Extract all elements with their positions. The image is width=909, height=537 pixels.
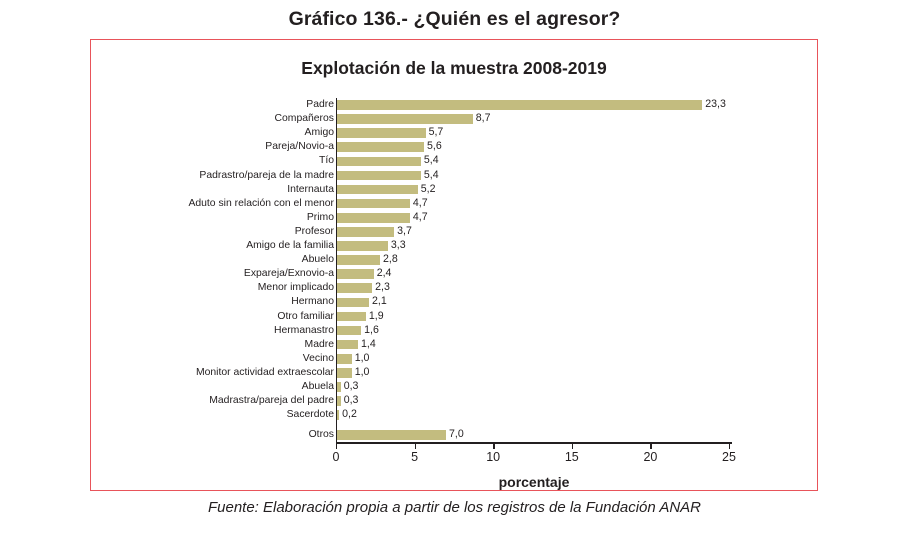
bar-container: [336, 408, 817, 422]
value-label: 7,0: [449, 428, 464, 441]
bar-container: [336, 126, 817, 140]
category-label: Sacerdote: [286, 409, 334, 421]
value-label: 5,6: [427, 140, 442, 153]
x-tick: [729, 444, 730, 449]
bar-row: [91, 281, 817, 295]
bar: [336, 368, 352, 378]
value-label: 8,7: [475, 112, 491, 125]
value-label: 1,0: [354, 365, 370, 378]
category-label: Otro familiar: [277, 310, 334, 322]
category-label: Madrastra/pareja del padre: [209, 395, 334, 407]
bar-container: [336, 352, 817, 366]
value-label: 0,3: [343, 380, 359, 392]
bar: [336, 100, 702, 110]
bar-row: [91, 239, 817, 253]
bar-container: [336, 169, 817, 183]
category-label: Otros: [308, 429, 334, 441]
bar-container: [336, 225, 817, 239]
bar-row: [91, 154, 817, 168]
bar-row: [91, 408, 817, 422]
x-tick-label: 0: [332, 450, 340, 465]
bar-container: [336, 324, 817, 338]
bar: [336, 255, 380, 265]
bar: [336, 241, 388, 251]
bar-container: [336, 98, 817, 112]
value-label: 2,4: [376, 267, 392, 280]
x-tick: [493, 444, 494, 449]
bar: [336, 185, 418, 195]
bar-container: [336, 338, 817, 352]
bar-container: [336, 310, 817, 324]
value-label: 2,3: [375, 281, 390, 294]
x-tick-label: 20: [643, 450, 658, 465]
x-axis-line: [336, 442, 732, 443]
bar-row: [91, 310, 817, 324]
value-label: 0,3: [343, 394, 359, 407]
bar-container: [336, 366, 817, 380]
category-label: Padrastro/pareja de la madre: [199, 169, 334, 181]
bar-row: [91, 253, 817, 267]
page-title: Gráfico 136.- ¿Quién es el agresor?: [288, 8, 621, 30]
bar-row: [91, 183, 817, 197]
bar-container: [336, 281, 817, 295]
value-label: 5,4: [423, 154, 439, 167]
category-label: Internauta: [287, 183, 334, 195]
bar-container: [336, 197, 817, 211]
category-label: Profesor: [294, 225, 334, 237]
value-label: 23,3: [705, 98, 726, 110]
x-tick-label: 5: [411, 450, 419, 465]
plot-area: [91, 98, 817, 491]
bar-container: [336, 428, 817, 442]
bar-row: [91, 394, 817, 408]
bar-row: [91, 428, 817, 442]
bar-row: [91, 197, 817, 211]
bar: [336, 340, 358, 350]
value-label: 0,2: [342, 408, 357, 421]
bar: [336, 227, 394, 237]
category-label: Padre: [306, 99, 334, 110]
bar: [336, 298, 369, 308]
bar: [336, 430, 446, 440]
value-label: 4,7: [412, 196, 428, 209]
x-tick: [336, 444, 337, 449]
bar: [336, 142, 424, 152]
bar-row: [91, 126, 817, 140]
category-label: Expareja/Exnovio-a: [243, 268, 334, 280]
category-label: Vecino: [302, 352, 334, 364]
bar-row: [91, 169, 817, 183]
x-tick-label: 25: [722, 450, 736, 465]
bar-container: [336, 295, 817, 309]
bar-container: [336, 112, 817, 126]
bar: [336, 326, 361, 336]
chart-frame: [90, 39, 818, 491]
category-label: Tío: [318, 155, 334, 167]
bar-container: [336, 380, 817, 394]
bar-container: [336, 140, 817, 154]
value-label: 1,6: [364, 323, 379, 336]
x-tick: [572, 444, 573, 449]
bar-container: [336, 211, 817, 225]
bar-row: [91, 338, 817, 352]
category-label: Amigo de la familia: [246, 240, 334, 251]
category-label: Madre: [304, 338, 334, 350]
x-tick-label: 10: [486, 450, 501, 465]
bar-container: [336, 253, 817, 267]
bar: [336, 269, 374, 279]
bar: [336, 213, 410, 223]
bar-row: [91, 352, 817, 366]
bar: [336, 157, 421, 167]
bar-row: [91, 366, 817, 380]
value-label: 1,9: [368, 309, 384, 322]
bar-row: [91, 225, 817, 239]
category-label: Abuela: [301, 381, 334, 392]
bar-container: [336, 154, 817, 168]
category-label: Pareja/Novio-a: [265, 141, 334, 153]
value-label: 4,7: [412, 210, 428, 223]
category-label: Monitor actividad extraescolar: [195, 366, 334, 378]
bar: [336, 128, 426, 138]
bar-row: [91, 295, 817, 309]
bar-container: [336, 267, 817, 281]
category-label: Primo: [306, 211, 334, 223]
bar-row: [91, 267, 817, 281]
bar-row: [91, 140, 817, 154]
value-label: 1,0: [354, 351, 370, 364]
x-tick: [650, 444, 651, 449]
bar-row: [91, 112, 817, 126]
value-label: 2,8: [383, 253, 398, 266]
bar: [336, 354, 352, 364]
bar-container: [336, 394, 817, 408]
bar: [336, 171, 421, 181]
bar-container: [336, 239, 817, 253]
source-note: Fuente: Elaboración propia a partir de los registros de la Fundación ANAR: [207, 499, 702, 516]
x-tick-label: 15: [564, 450, 579, 465]
category-label: Hermanastro: [273, 324, 334, 336]
bar-row: [91, 211, 817, 225]
bar-row: [91, 324, 817, 338]
category-label: Aduto sin relación con el menor: [188, 197, 334, 209]
value-label: 5,2: [420, 182, 436, 195]
category-label: Compañeros: [274, 113, 334, 125]
value-label: 1,4: [361, 337, 376, 350]
y-axis-line: [336, 98, 337, 442]
bar-row: [91, 98, 817, 112]
value-label: 3,7: [397, 224, 412, 237]
value-label: 5,4: [423, 168, 439, 181]
x-axis-label: porcentaje: [498, 474, 570, 491]
bar: [336, 312, 366, 322]
bar: [336, 199, 410, 209]
bar: [336, 283, 372, 293]
category-label: Abuelo: [301, 254, 334, 266]
bar-container: [336, 183, 817, 197]
category-label: Amigo: [304, 127, 334, 139]
value-label: 3,3: [390, 239, 406, 251]
category-label: Menor implicado: [257, 282, 334, 294]
value-label: 5,7: [428, 126, 444, 139]
category-label: Hermano: [291, 296, 334, 308]
x-tick: [415, 444, 416, 449]
bar-row: [91, 380, 817, 394]
chart-subtitle: Explotación de la muestra 2008-2019: [301, 58, 607, 78]
bar: [336, 114, 473, 124]
value-label: 2,1: [372, 295, 387, 308]
